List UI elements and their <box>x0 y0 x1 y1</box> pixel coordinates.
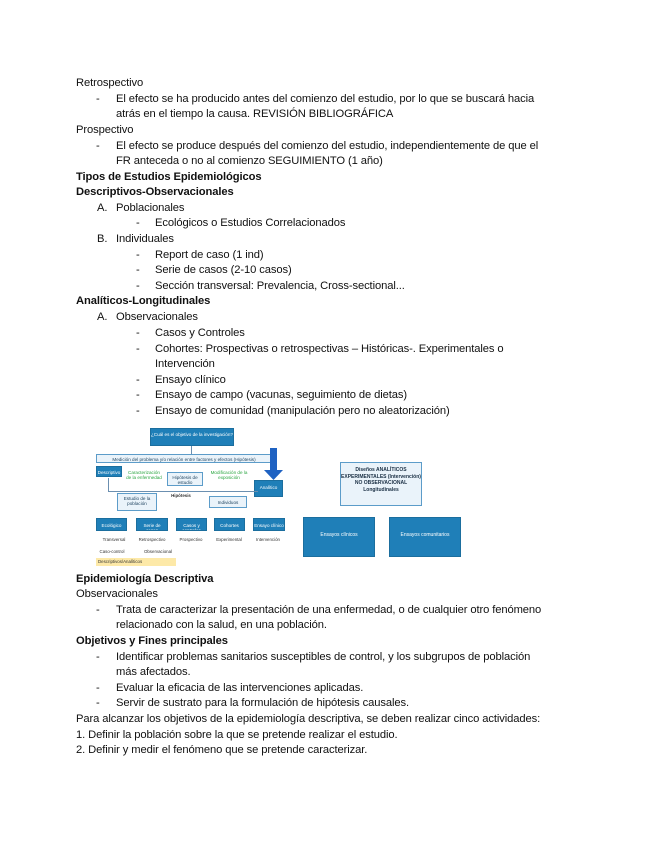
descriptiva-line-2: relacionado con la salud, en una población. <box>116 619 327 631</box>
descriptiva-line-1: Trata de caracterizar la presentación de una enfermedad, o de cualquier otro fenómeno <box>116 604 542 616</box>
bullet-dash: - <box>136 249 140 261</box>
objetivo-item: Identificar problemas sanitarios susceptibles de control, y los subgrupos de población <box>116 651 531 663</box>
individuos-box: Individuos <box>209 496 247 508</box>
prospectivo-title: Prospectivo <box>76 124 134 136</box>
prosp-line-2: FR anteceda o no al comienzo SEGUIMIENTO (1 año) <box>116 155 383 167</box>
poblacionales-label: Poblacionales <box>116 202 185 214</box>
hipotesis-label: Hipótesis <box>171 493 191 498</box>
diagram-top-box: ¿Cuál es el objetivo de la investigación? <box>150 428 234 446</box>
bullet-dash: - <box>136 343 140 355</box>
individuales-label: Individuales <box>116 233 174 245</box>
bullet-dash: - <box>136 327 140 339</box>
green-label: Caracterización de la enfermedad <box>126 470 162 481</box>
descriptivo-box: Descriptivo <box>96 466 122 477</box>
design-sublabel: Transversal <box>102 537 126 542</box>
design-sublabel: Retrospectivo <box>138 537 166 542</box>
bullet-dash: - <box>96 604 100 616</box>
list-label-a: A. <box>97 311 108 323</box>
tipos-heading: Tipos de Estudios Epidemiológicos <box>76 171 262 183</box>
objetivo-item-cont: más afectados. <box>116 666 191 678</box>
bullet-dash: - <box>96 651 100 663</box>
design-box: Ecológico <box>96 518 127 531</box>
numbered-item: 1. Definir la población sobre la que se pretende realizar el estudio. <box>76 729 398 741</box>
list-item: Sección transversal: Prevalencia, Cross-sectional... <box>155 280 405 292</box>
bullet-dash: - <box>136 405 140 417</box>
bullet-dash: - <box>96 697 100 709</box>
observacionales-sub: Observacionales <box>76 588 158 600</box>
ensayos-comunitarios-box: Ensayos comunitarios <box>389 517 461 557</box>
diagram-banner: Medición del problema y/o relación entre factores y efectos (Hipótesis) <box>96 454 272 463</box>
list-label-a: A. <box>97 202 108 214</box>
list-item: Cohortes: Prospectivas o retrospectivas – Históricas-. Experimentales o <box>155 343 504 355</box>
highlight-label: Descriptivos/Analíticos <box>98 559 143 564</box>
descriptiva-heading: Epidemiología Descriptiva <box>76 573 214 585</box>
bullet-dash: - <box>136 389 140 401</box>
connector-line <box>108 478 109 492</box>
bullet-dash: - <box>136 280 140 292</box>
descriptivos-heading: Descriptivos-Observacionales <box>76 186 234 198</box>
list-item: Ensayo de campo (vacunas, seguimiento de dietas) <box>155 389 408 401</box>
para-line: Para alcanzar los objetivos de la epidemiología descriptiva, se deben realizar cinco actividades: <box>76 713 541 725</box>
list-item: Casos y Controles <box>155 327 245 339</box>
design-sublabel: Intervención <box>256 537 280 542</box>
list-item: Report de caso (1 ind) <box>155 249 264 261</box>
green-label: Modificación de la exposición <box>210 470 248 481</box>
arrow-down-icon <box>264 470 283 480</box>
list-item-cont: Intervención <box>155 358 215 370</box>
bullet-dash: - <box>136 264 140 276</box>
connector-line <box>191 446 192 454</box>
objetivos-heading: Objetivos y Fines principales <box>76 635 228 647</box>
bullet-dash: - <box>136 217 140 229</box>
design-box: Ensayo clínico <box>253 518 285 531</box>
design-box: Cohortes <box>214 518 245 531</box>
list-item: Ensayo clínico <box>155 374 226 386</box>
arrow-shaft <box>270 448 277 472</box>
list-item: Ecológicos o Estudios Correlacionados <box>155 217 346 229</box>
diagram2-title-box: Diseños ANALÍTICOS EXPERIMENTALES (Intervención) NO OBSERVACIONAL Longitudinales <box>340 462 422 506</box>
retrospectivo-title: Retrospectivo <box>76 77 144 89</box>
analitico-box: Analítico <box>254 480 283 497</box>
footer-label: Caso-control <box>99 549 125 554</box>
ensayos-clinicos-box: Ensayos clínicos <box>303 517 375 557</box>
footer-label: Observacional <box>143 549 173 554</box>
design-sublabel: Prospectivo <box>179 537 203 542</box>
list-item: Serie de casos (2-10 casos) <box>155 264 292 276</box>
bullet-dash: - <box>96 93 100 105</box>
numbered-item: 2. Definir y medir el fenómeno que se pretende caracterizar. <box>76 744 368 756</box>
design-box: Casos y controles <box>176 518 207 531</box>
design-box: Serie de casos <box>136 518 168 531</box>
list-item: Ensayo de comunidad (manipulación pero no aleatorización) <box>155 405 450 417</box>
objetivo-item: Servir de sustrato para la formulación de hipótesis causales. <box>116 697 410 709</box>
retro-line-1: El efecto se ha producido antes del comienzo del estudio, por lo que se buscará hacia <box>116 93 535 105</box>
list-label-b: B. <box>97 233 108 245</box>
poblacion-box: Estudio de la población <box>117 493 157 511</box>
bullet-dash: - <box>96 682 100 694</box>
analiticos-heading: Analíticos-Longitudinales <box>76 295 211 307</box>
connector-line <box>108 491 258 492</box>
bullet-dash: - <box>96 140 100 152</box>
prosp-line-1: El efecto se produce después del comienzo del estudio, independientemente de que el <box>116 140 539 152</box>
design-sublabel: Experimental <box>216 537 242 542</box>
objetivo-item: Evaluar la eficacia de las intervenciones aplicadas. <box>116 682 364 694</box>
bullet-dash: - <box>136 374 140 386</box>
hipotesis-box: Hipótesis de estudio <box>167 472 203 486</box>
observacionales-label: Observacionales <box>116 311 198 323</box>
retro-line-2: atrás en el tiempo la causa. REVISIÓN BIBLIOGRÁFICA <box>116 108 394 120</box>
